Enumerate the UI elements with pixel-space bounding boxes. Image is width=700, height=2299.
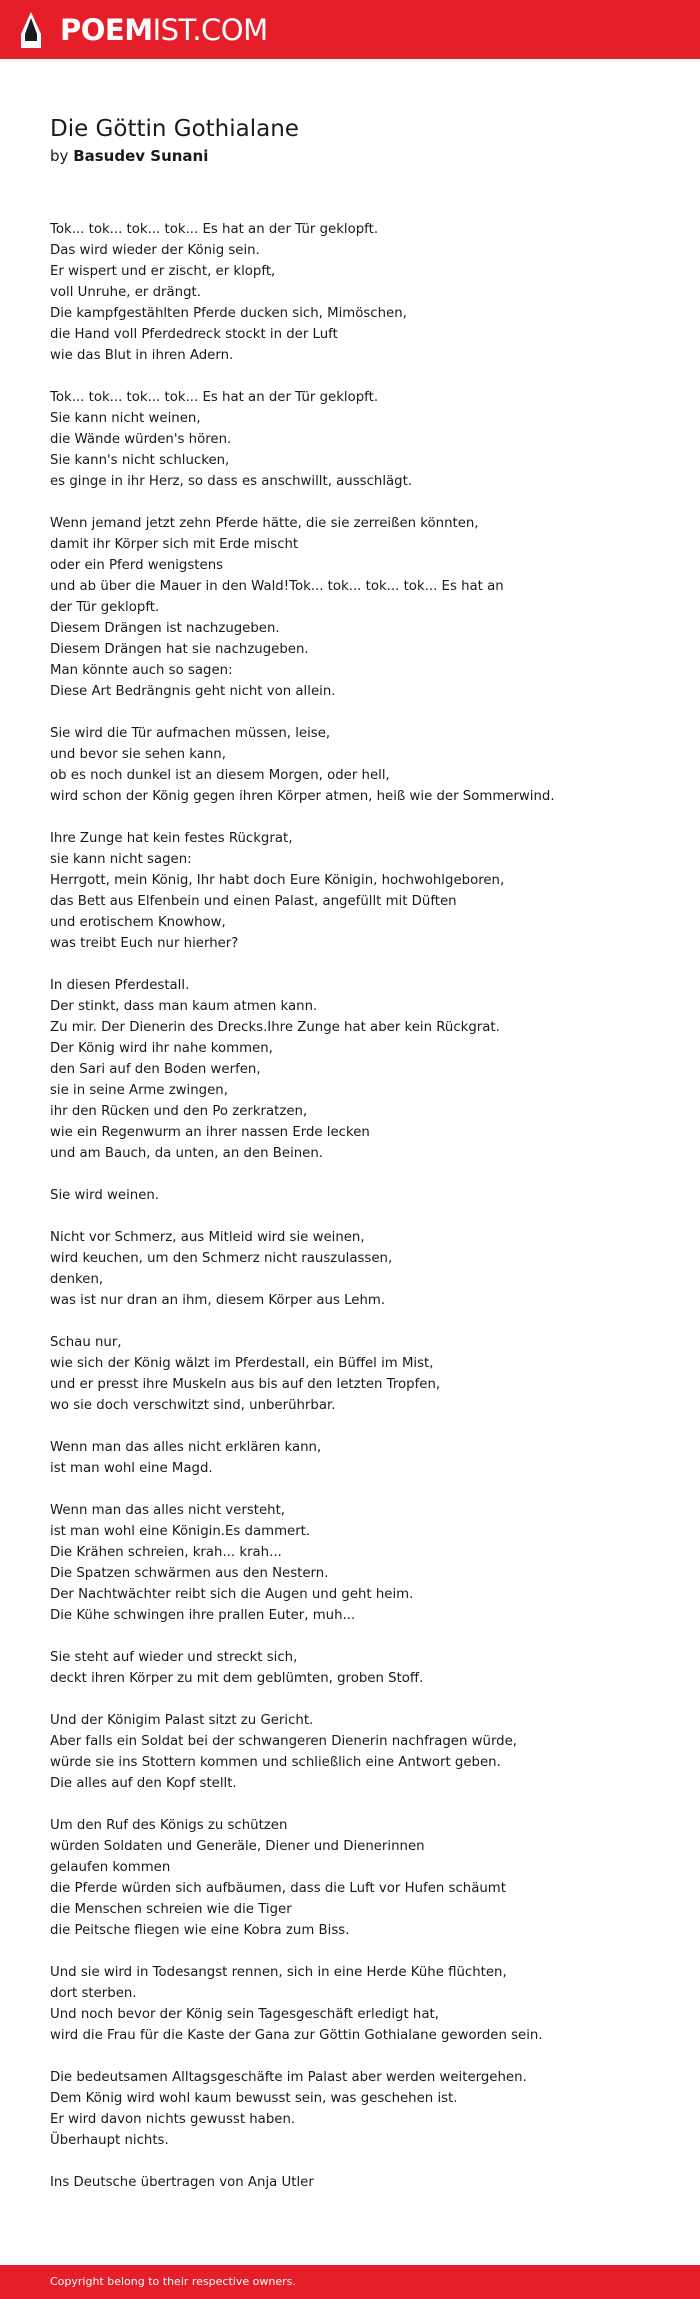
- poem-line: Die kampfgestählten Pferde ducken sich, Mimöschen,: [50, 306, 407, 321]
- poem-line: deckt ihren Körper zu mit dem geblümten, groben Stoff.: [50, 1671, 424, 1686]
- poem-line: würde sie ins Stottern kommen und schließlich eine Antwort geben.: [50, 1755, 501, 1770]
- poem-line: ist man wohl eine Königin.Es dammert.: [50, 1524, 311, 1539]
- poem-line: Schau nur,: [50, 1335, 122, 1350]
- poem-line: wie sich der König wälzt im Pferdestall, ein Büffel im Mist,: [50, 1356, 434, 1371]
- poem-line: Die Spatzen schwärmen aus den Nestern.: [50, 1566, 329, 1581]
- stanza-break: [50, 1626, 660, 1647]
- poem-line: das Bett aus Elfenbein und einen Palast, angefüllt mit Düften: [50, 894, 457, 909]
- poem-line: Aber falls ein Soldat bei der schwangeren Dienerin nachfragen würde,: [50, 1734, 518, 1749]
- poem-line: was ist nur dran an ihm, diesem Körper aus Lehm.: [50, 1293, 386, 1308]
- poem-line: Man könnte auch so sagen:: [50, 663, 233, 678]
- stanza-break: [50, 1689, 660, 1710]
- stanza-break: [50, 1164, 660, 1185]
- logo-text-bold: POEM: [60, 13, 153, 47]
- poem-line: Tok... tok... tok... tok... Es hat an der Tür geklopft.: [50, 390, 379, 405]
- stanza-break: [50, 1794, 660, 1815]
- poem-line: Herrgott, mein König, Ihr habt doch Eure Königin, hochwohlgeboren,: [50, 873, 505, 888]
- poem-line: Wenn man das alles nicht versteht,: [50, 1503, 286, 1518]
- logo-text-light: IST.COM: [152, 13, 268, 47]
- poem-line: Die alles auf den Kopf stellt.: [50, 1776, 237, 1791]
- poem-line: Er wispert und er zischt, er klopft,: [50, 264, 276, 279]
- poem-line: Ihre Zunge hat kein festes Rückgrat,: [50, 831, 293, 846]
- poem-line: Die bedeutsamen Alltagsgeschäfte im Palast aber werden weitergehen.: [50, 2070, 527, 2085]
- poem-line: voll Unruhe, er drängt.: [50, 285, 201, 300]
- poem-line: sie kann nicht sagen:: [50, 852, 192, 867]
- poem-line: die Hand voll Pferdedreck stockt in der Luft: [50, 327, 338, 342]
- poem-line: Diesem Drängen ist nachzugeben.: [50, 621, 280, 636]
- poem-line: dort sterben.: [50, 1986, 137, 2001]
- poem-line: Das wird wieder der König sein.: [50, 243, 260, 258]
- copyright-notice: Copyright belong to their respective owners.: [50, 2275, 296, 2288]
- poem-line: und erotischem Knowhow,: [50, 915, 226, 930]
- poem-line: Zu mir. Der Dienerin des Drecks.Ihre Zunge hat aber kein Rückgrat.: [50, 1020, 500, 1035]
- poem-line: oder ein Pferd wenigstens: [50, 558, 224, 573]
- poem-line: Dem König wird wohl kaum bewusst sein, was geschehen ist.: [50, 2091, 458, 2106]
- poem-line: wie das Blut in ihren Adern.: [50, 348, 234, 363]
- pen-nib-icon[interactable]: [17, 10, 45, 50]
- author-name: Basudev Sunani: [73, 147, 209, 165]
- poem-line: und am Bauch, da unten, an den Beinen.: [50, 1146, 324, 1161]
- stanza-break: [50, 1416, 660, 1437]
- poem-line: wird die Frau für die Kaste der Gana zur Göttin Gothialane geworden sein.: [50, 2028, 543, 2043]
- poem-line: denken,: [50, 1272, 104, 1287]
- poem-line: und er presst ihre Muskeln aus bis auf den letzten Tropfen,: [50, 1377, 441, 1392]
- poem-line: Ins Deutsche übertragen von Anja Utler: [50, 2175, 314, 2190]
- poem-line: was treibt Euch nur hierher?: [50, 936, 239, 951]
- site-header: [0, 0, 700, 59]
- poem-line: Er wird davon nichts gewusst haben.: [50, 2112, 296, 2127]
- poem-line: Diesem Drängen hat sie nachzugeben.: [50, 642, 309, 657]
- poem-line: die Wände würden's hören.: [50, 432, 232, 447]
- poem-line: die Peitsche fliegen wie eine Kobra zum Biss.: [50, 1923, 350, 1938]
- poem-line: Sie kann nicht weinen,: [50, 411, 201, 426]
- poem-line: ihr den Rücken und den Po zerkratzen,: [50, 1104, 308, 1119]
- by-label: by: [50, 147, 69, 165]
- poem-line: Der stinkt, dass man kaum atmen kann.: [50, 999, 318, 1014]
- poem-line: Wenn man das alles nicht erklären kann,: [50, 1440, 322, 1455]
- poem-line: Sie steht auf wieder und streckt sich,: [50, 1650, 298, 1665]
- poem-line: Sie kann's nicht schlucken,: [50, 453, 230, 468]
- stanza-break: [50, 1941, 660, 1962]
- stanza-break: [50, 2151, 660, 2172]
- site-footer: [0, 2265, 700, 2299]
- byline: [50, 146, 208, 166]
- site-logo[interactable]: [60, 13, 268, 47]
- poem-line: sie in seine Arme zwingen,: [50, 1083, 228, 1098]
- stanza-break: [50, 1311, 660, 1332]
- poem-line: wie ein Regenwurm an ihrer nassen Erde lecken: [50, 1125, 370, 1140]
- poem-line: Und der Königim Palast sitzt zu Gericht.: [50, 1713, 314, 1728]
- poem-line: den Sari auf den Boden werfen,: [50, 1062, 261, 1077]
- poem-line: Überhaupt nichts.: [50, 2133, 169, 2148]
- poem-line: gelaufen kommen: [50, 1860, 171, 1875]
- poem-line: ist man wohl eine Magd.: [50, 1461, 213, 1476]
- stanza-break: [50, 954, 660, 975]
- poem-line: damit ihr Körper sich mit Erde mischt: [50, 537, 299, 552]
- stanza-break: [50, 492, 660, 513]
- stanza-break: [50, 807, 660, 828]
- stanza-break: [50, 1479, 660, 1500]
- poem-title: Die Göttin Gothialane: [50, 116, 299, 142]
- poem-line: Und noch bevor der König sein Tagesgeschäft erledigt hat,: [50, 2007, 439, 2022]
- poem-line: Wenn jemand jetzt zehn Pferde hätte, die sie zerreißen könnten,: [50, 516, 479, 531]
- poem-line: Die Kühe schwingen ihre prallen Euter, muh...: [50, 1608, 356, 1623]
- poem-body: [50, 219, 660, 2193]
- poem-line: der Tür geklopft.: [50, 600, 160, 615]
- poem-line: Um den Ruf des Königs zu schützen: [50, 1818, 288, 1833]
- poem-line: würden Soldaten und Generäle, Diener und Dienerinnen: [50, 1839, 425, 1854]
- stanza-break: [50, 2046, 660, 2067]
- poem-line: Und sie wird in Todesangst rennen, sich in eine Herde Kühe flüchten,: [50, 1965, 507, 1980]
- poem-line: wird keuchen, um den Schmerz nicht rauszulassen,: [50, 1251, 393, 1266]
- stanza-break: [50, 1206, 660, 1227]
- poem-line: die Pferde würden sich aufbäumen, dass die Luft vor Hufen schäumt: [50, 1881, 506, 1896]
- poem-line: wird schon der König gegen ihren Körper atmen, heiß wie der Sommerwind.: [50, 789, 555, 804]
- poem-line: Der Nachtwächter reibt sich die Augen und geht heim.: [50, 1587, 414, 1602]
- poem-line: Der König wird ihr nahe kommen,: [50, 1041, 273, 1056]
- poem-line: Nicht vor Schmerz, aus Mitleid wird sie weinen,: [50, 1230, 365, 1245]
- poem-line: Diese Art Bedrängnis geht nicht von allein.: [50, 684, 336, 699]
- poem-line: und ab über die Mauer in den Wald!Tok... tok... tok... tok... Es hat an: [50, 579, 504, 594]
- poem-line: Sie wird weinen.: [50, 1188, 160, 1203]
- stanza-break: [50, 702, 660, 723]
- poem-line: Die Krähen schreien, krah... krah...: [50, 1545, 282, 1560]
- poem-line: Tok... tok... tok... tok... Es hat an der Tür geklopft.: [50, 222, 379, 237]
- poem-line: wo sie doch verschwitzt sind, unberührbar.: [50, 1398, 336, 1413]
- poem-line: ob es noch dunkel ist an diesem Morgen, oder hell,: [50, 768, 390, 783]
- stanza-break: [50, 366, 660, 387]
- poem-line: In diesen Pferdestall.: [50, 978, 190, 993]
- poem-line: es ginge in ihr Herz, so dass es anschwillt, ausschlägt.: [50, 474, 413, 489]
- poem-line: Sie wird die Tür aufmachen müssen, leise,: [50, 726, 331, 741]
- poem-line: und bevor sie sehen kann,: [50, 747, 226, 762]
- poem-line: die Menschen schreien wie die Tiger: [50, 1902, 292, 1917]
